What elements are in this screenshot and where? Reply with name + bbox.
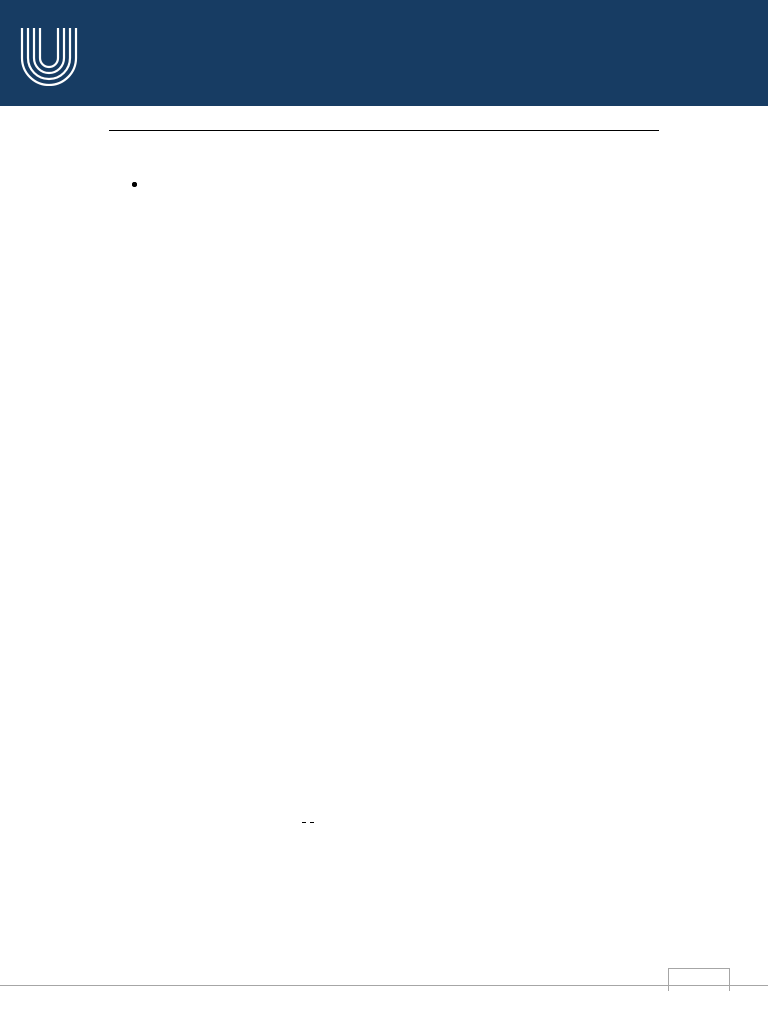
bullet-icon — [132, 182, 137, 187]
imagen-value — [300, 810, 316, 835]
header-divider — [109, 130, 659, 131]
imagen-numerator-2 — [310, 822, 314, 823]
imagen-numerator-1 — [302, 822, 306, 823]
header-banner — [0, 0, 768, 106]
university-logo-icon — [18, 22, 80, 86]
imagen-fraction-1 — [302, 822, 306, 823]
page-number — [668, 968, 730, 991]
quadratic-functions-chart — [249, 344, 538, 706]
imagen-fraction-2 — [310, 822, 314, 823]
footer-divider — [0, 985, 768, 986]
